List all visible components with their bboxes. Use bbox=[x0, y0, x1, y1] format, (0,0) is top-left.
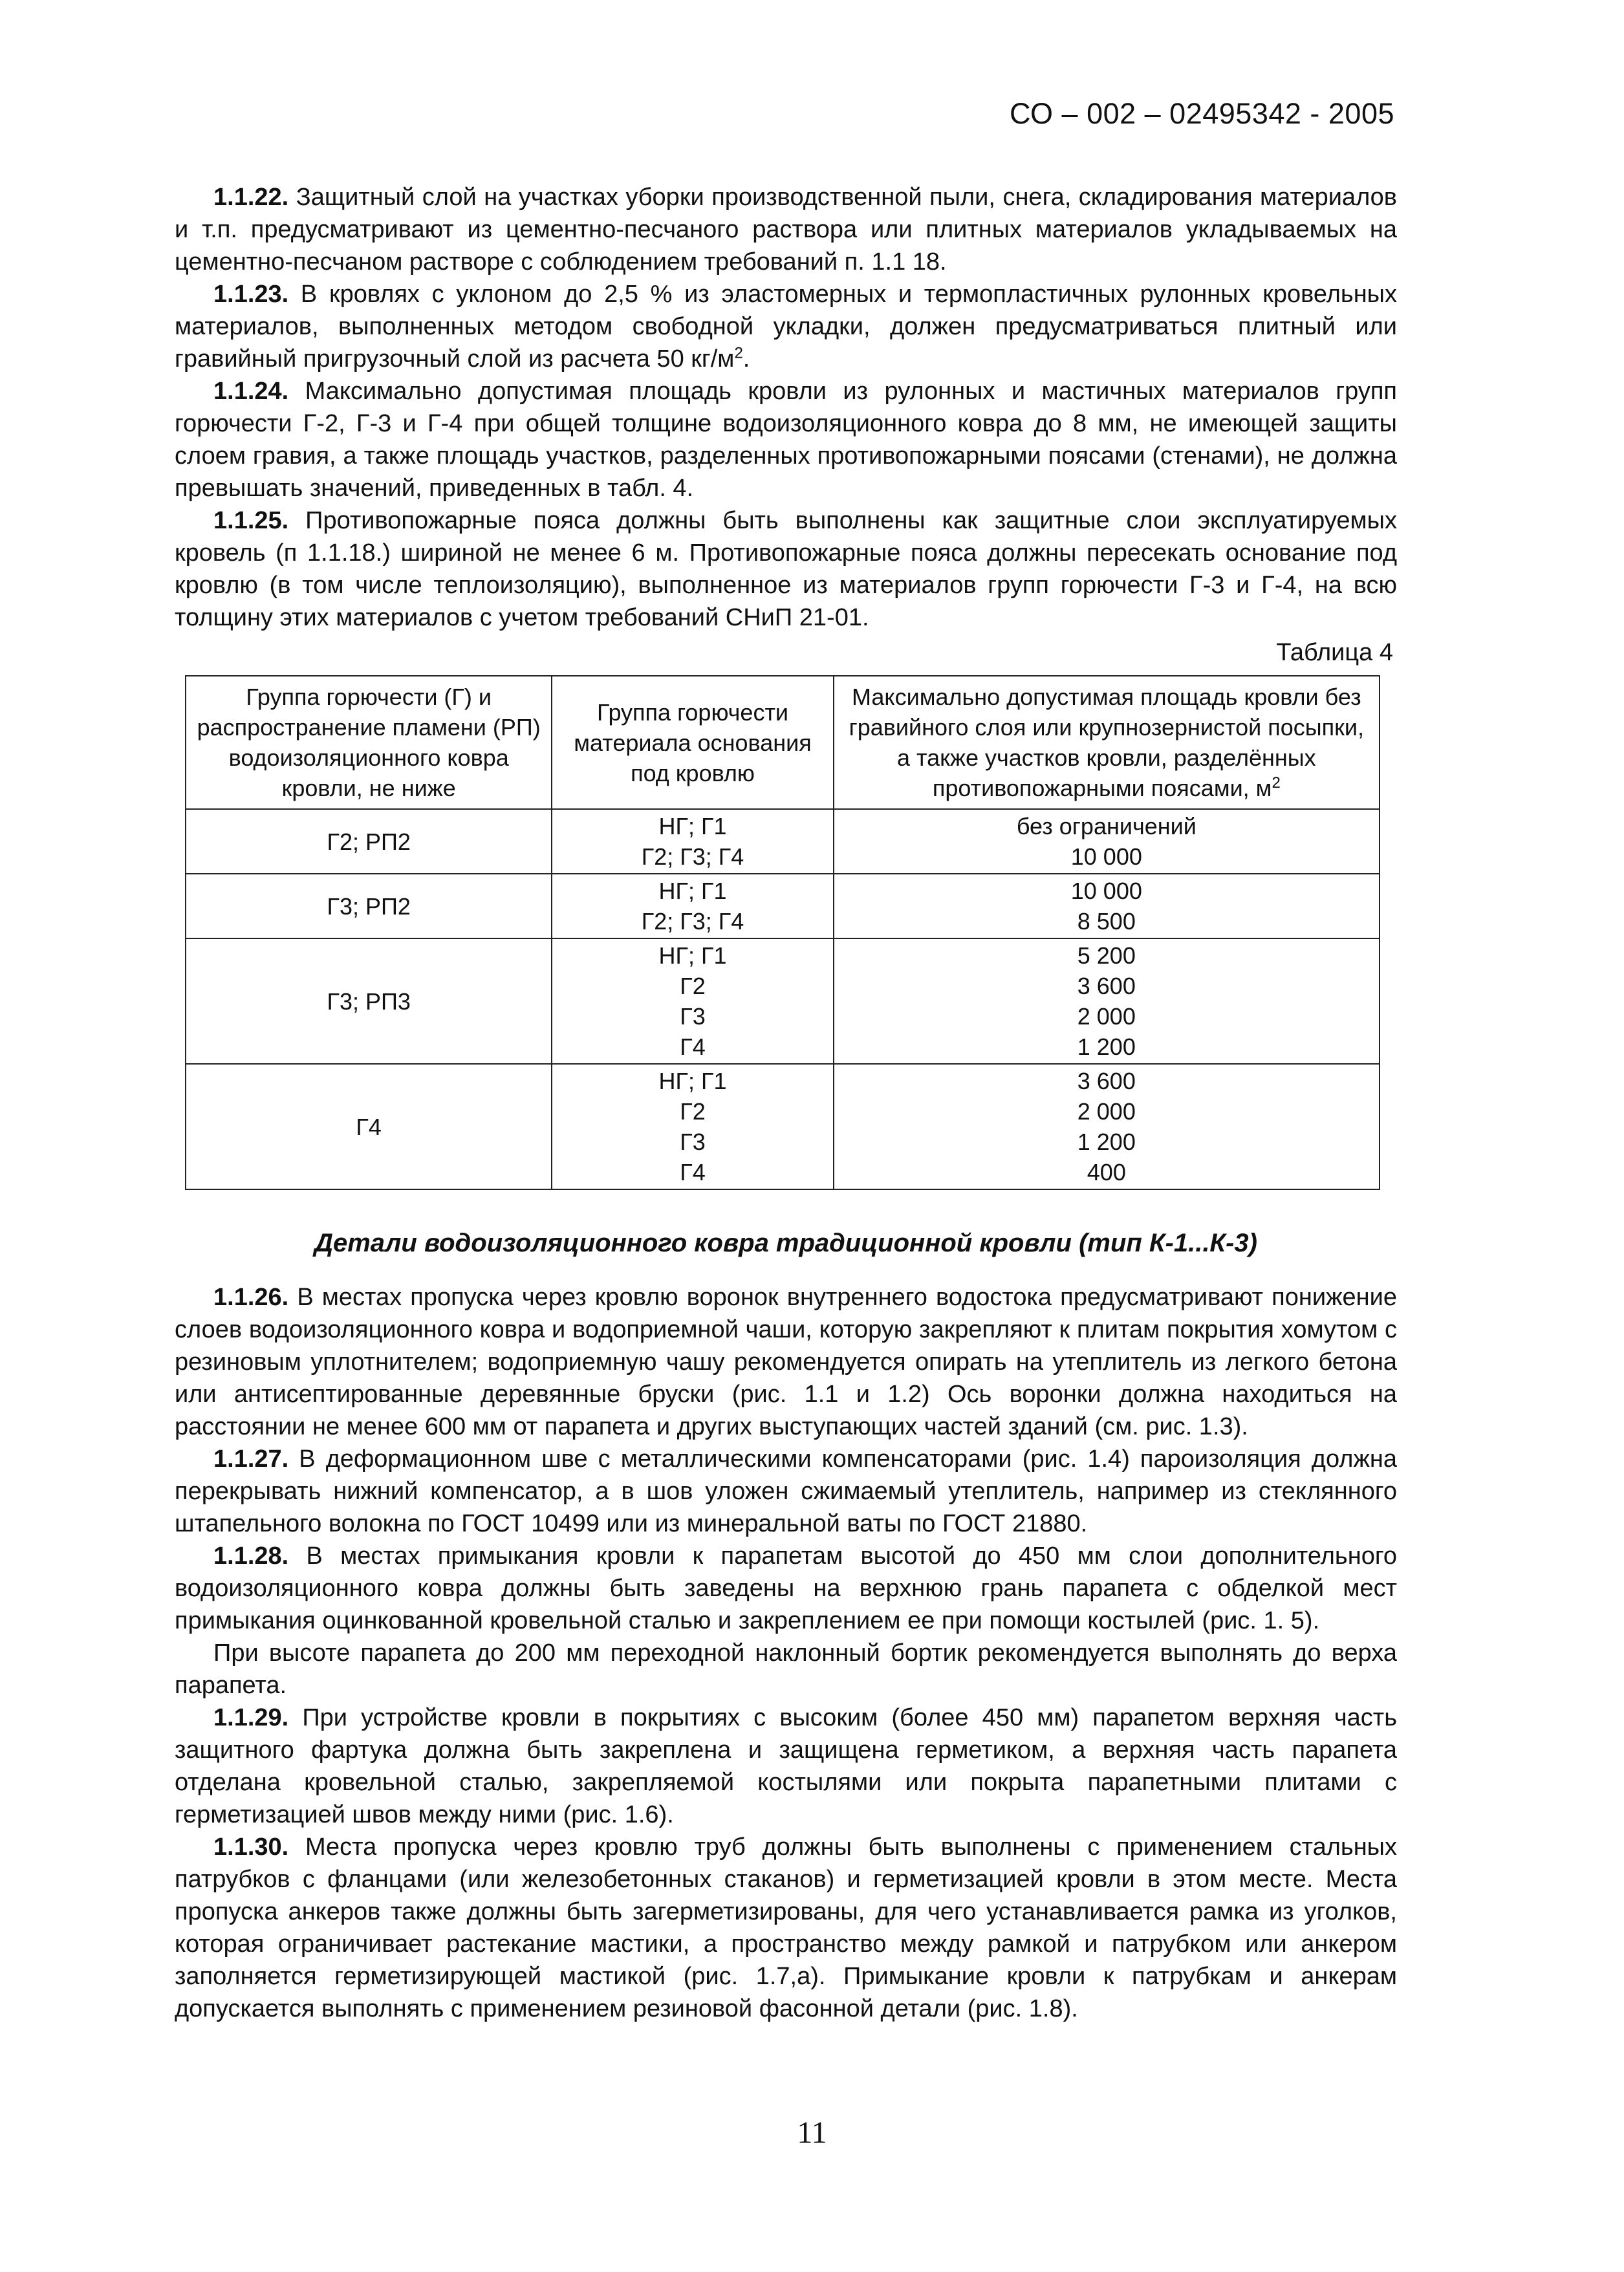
area-value: 10 000 bbox=[1070, 878, 1142, 904]
document-code: СО – 002 – 02495342 - 2005 bbox=[1010, 97, 1394, 130]
clause-number: 1.1.29. bbox=[213, 1704, 289, 1731]
group-cell: Г3; РП3 bbox=[186, 938, 552, 1064]
area-value: 5 200 bbox=[1077, 942, 1136, 969]
area-cell bbox=[834, 874, 1380, 938]
base-cell bbox=[552, 809, 833, 874]
base-cell bbox=[552, 938, 833, 1064]
area-value: 1 200 bbox=[1077, 1033, 1136, 1060]
area-cell bbox=[834, 1064, 1380, 1189]
clause-text: Максимально допустимая площадь кровли из рулонных и мастичных материалов групп горючести Г-2, Г-3 и Г-4 при общей толщине водоизоляционного ковра до 8 мм, не имеющей защиты слоем гравия, а также площадь участков, разделенных противопожарными поясами (стенами), не должна превышать значений, приведенных в табл. 4. bbox=[175, 378, 1397, 502]
header-area-text: Максимально допустимая площадь кровли без гравийного слоя или крупнозернистой посыпки, а также участков кровли, разделённых противопожарными поясами, м bbox=[849, 684, 1365, 801]
document-page bbox=[175, 97, 1397, 2025]
page-number: 11 bbox=[797, 2115, 827, 2150]
paragraph-1-1-28 bbox=[175, 1540, 1397, 1637]
group-cell: Г3; РП2 bbox=[186, 874, 552, 938]
base-value: Г2 bbox=[680, 973, 706, 999]
base-value: НГ; Г1 bbox=[658, 813, 727, 839]
paragraph-1-1-27 bbox=[175, 1443, 1397, 1540]
header-cell-base: Группа горючести материала основания под кровлю bbox=[552, 676, 833, 809]
paragraph-1-1-26 bbox=[175, 1281, 1397, 1443]
clause-number: 1.1.24. bbox=[213, 378, 289, 405]
paragraph-parapet-note bbox=[175, 1637, 1397, 1702]
base-value: Г4 bbox=[680, 1159, 706, 1185]
table-caption: Таблица 4 bbox=[1276, 639, 1393, 666]
base-value: Г2; Г3; Г4 bbox=[641, 843, 744, 870]
group-cell: Г2; РП2 bbox=[186, 809, 552, 874]
area-value: 8 500 bbox=[1077, 908, 1136, 935]
clause-text: При устройстве кровли в покрытиях с высоким (более 450 мм) парапетом верхняя часть защитного фартука должна быть закреплена и защищена герметиком, а верхняя часть парапета отделана кровельной сталью, закрепляемой костылями или покрыта парапетными плитами с герметизацией швов между ними (рис. 1.6). bbox=[175, 1704, 1397, 1828]
clause-text: Места пропуска через кровлю труб должны быть выполнены с применением стальных патрубков с фланцами (или железобетонных стаканов) и герметизацией кровли в этом месте. Места пропуска анкеров также должны быть загерметизированы, для чего устанавливается рамка из уголков, которая ограничивает растекание мастики, а пространство между рамкой и патрубком или анкером заполняется герметизирующей мастикой (рис. 1.7,а). Примыкание кровли к патрубкам и анкерам допускается выполнять с применением резиновой фасонной детали (рис. 1.8). bbox=[175, 1834, 1397, 2022]
area-cell bbox=[834, 809, 1380, 874]
clause-number: 1.1.28. bbox=[213, 1542, 289, 1570]
area-value: 400 bbox=[1087, 1159, 1126, 1185]
area-value: 3 600 bbox=[1077, 1068, 1136, 1094]
base-value: Г2; Г3; Г4 bbox=[641, 908, 744, 935]
base-value: НГ; Г1 bbox=[658, 1068, 727, 1094]
fire-area-table bbox=[185, 675, 1380, 1190]
paragraph-1-1-29 bbox=[175, 1702, 1397, 1831]
paragraphs-bottom bbox=[175, 1281, 1397, 2025]
table-row bbox=[186, 874, 1380, 938]
paragraph-1-1-22 bbox=[175, 181, 1397, 278]
clause-text: При высоте парапета до 200 мм переходной наклонный бортик рекомендуется выполнять до верха парапета. bbox=[175, 1639, 1397, 1699]
base-cell bbox=[552, 1064, 833, 1189]
base-value: НГ; Г1 bbox=[658, 878, 727, 904]
base-value: Г2 bbox=[680, 1098, 706, 1125]
paragraphs-top bbox=[175, 181, 1397, 634]
header-cell-group: Группа горючести (Г) и распространение пламени (РП) водоизоляционного ковра кровли, не ниже bbox=[186, 676, 552, 809]
base-value: Г4 bbox=[680, 1033, 706, 1060]
paragraph-1-1-30 bbox=[175, 1831, 1397, 2025]
superscript: 2 bbox=[734, 344, 743, 362]
group-cell: Г4 bbox=[186, 1064, 552, 1189]
clause-number: 1.1.27. bbox=[213, 1445, 289, 1473]
clause-number: 1.1.25. bbox=[213, 507, 289, 534]
area-value: 10 000 bbox=[1070, 843, 1142, 870]
area-value: 3 600 bbox=[1077, 973, 1136, 999]
base-value: Г3 bbox=[680, 1003, 706, 1030]
clause-text: В деформационном шве с металлическими компенсаторами (рис. 1.4) пароизоляция должна перекрывать нижний компенсатор, а в шов уложен сжимаемый утеплитель, например из стеклянного штапельного волокна по ГОСТ 10499 или из минеральной ваты по ГОСТ 21880. bbox=[175, 1445, 1397, 1537]
clause-number: 1.1.26. bbox=[213, 1284, 289, 1311]
area-value: 2 000 bbox=[1077, 1003, 1136, 1030]
area-value: 1 200 bbox=[1077, 1129, 1136, 1155]
area-value: 2 000 bbox=[1077, 1098, 1136, 1125]
clause-text: В местах примыкания кровли к парапетам высотой до 450 мм слои дополнительного водоизоляционного ковра должны быть заведены на верхнюю грань парапета с обделкой мест примыкания оцинкованной кровельной сталью и закреплением ее при помощи костылей (рис. 1. 5). bbox=[175, 1542, 1397, 1634]
table-row bbox=[186, 809, 1380, 874]
area-cell bbox=[834, 938, 1380, 1064]
base-value: Г3 bbox=[680, 1129, 706, 1155]
section-title: Детали водоизоляционного ковра традиционной кровли (тип К-1...К-3) bbox=[314, 1229, 1257, 1257]
table-header-row bbox=[186, 676, 1380, 809]
area-value: без ограничений bbox=[1016, 813, 1196, 839]
table-row bbox=[186, 1064, 1380, 1189]
clause-number: 1.1.22. bbox=[213, 184, 289, 211]
clause-text: В местах пропуска через кровлю воронок внутреннего водостока предусматривают понижение слоев водоизоляционного ковра и водоприемной чаши, которую закрепляют к плитам покрытия хомутом с резиновым уплотнителем; водоприемную чашу рекомендуется опирать на утеплитель из легкого бетона или антисептированные деревянные бруски (рис. 1.1 и 1.2) Ось воронки должна находиться на расстоянии не менее 600 мм от парапета и других выступающих частей зданий (см. рис. 1.3). bbox=[175, 1284, 1397, 1440]
table-row bbox=[186, 938, 1380, 1064]
paragraph-1-1-25 bbox=[175, 504, 1397, 634]
header-cell-area bbox=[834, 676, 1380, 809]
clause-number: 1.1.30. bbox=[213, 1834, 289, 1861]
paragraph-1-1-23 bbox=[175, 278, 1397, 375]
base-cell bbox=[552, 874, 833, 938]
clause-text: Защитный слой на участках уборки производственной пыли, снега, складирования материалов и т.п. предусматривают из цементно-песчаного раствора или плитных материалов укладываемых на цементно-песчаном растворе с соблюдением требований п. 1.1 18. bbox=[175, 184, 1397, 276]
superscript: 2 bbox=[1272, 774, 1281, 792]
clause-text: В кровлях с уклоном до 2,5 % из эластомерных и термопластичных рулонных кровельных материалов, выполненных методом свободной укладки, должен предусматриваться плитный или гравийный пригрузочный слой из расчета 50 кг/м bbox=[175, 281, 1397, 373]
base-value: НГ; Г1 bbox=[658, 942, 727, 969]
paragraph-1-1-24 bbox=[175, 375, 1397, 504]
clause-number: 1.1.23. bbox=[213, 281, 289, 308]
clause-text: Противопожарные пояса должны быть выполнены как защитные слои эксплуатируемых кровель (п 1.1.18.) шириной не менее 6 м. Противопожарные пояса должны пересекать основание под кровлю (в том числе теплоизоляцию), выполненное из материалов групп горючести Г-3 и Г-4, на всю толщину этих материалов с учетом требований СНиП 21-01. bbox=[175, 507, 1397, 631]
clause-text-end: . bbox=[742, 345, 750, 373]
